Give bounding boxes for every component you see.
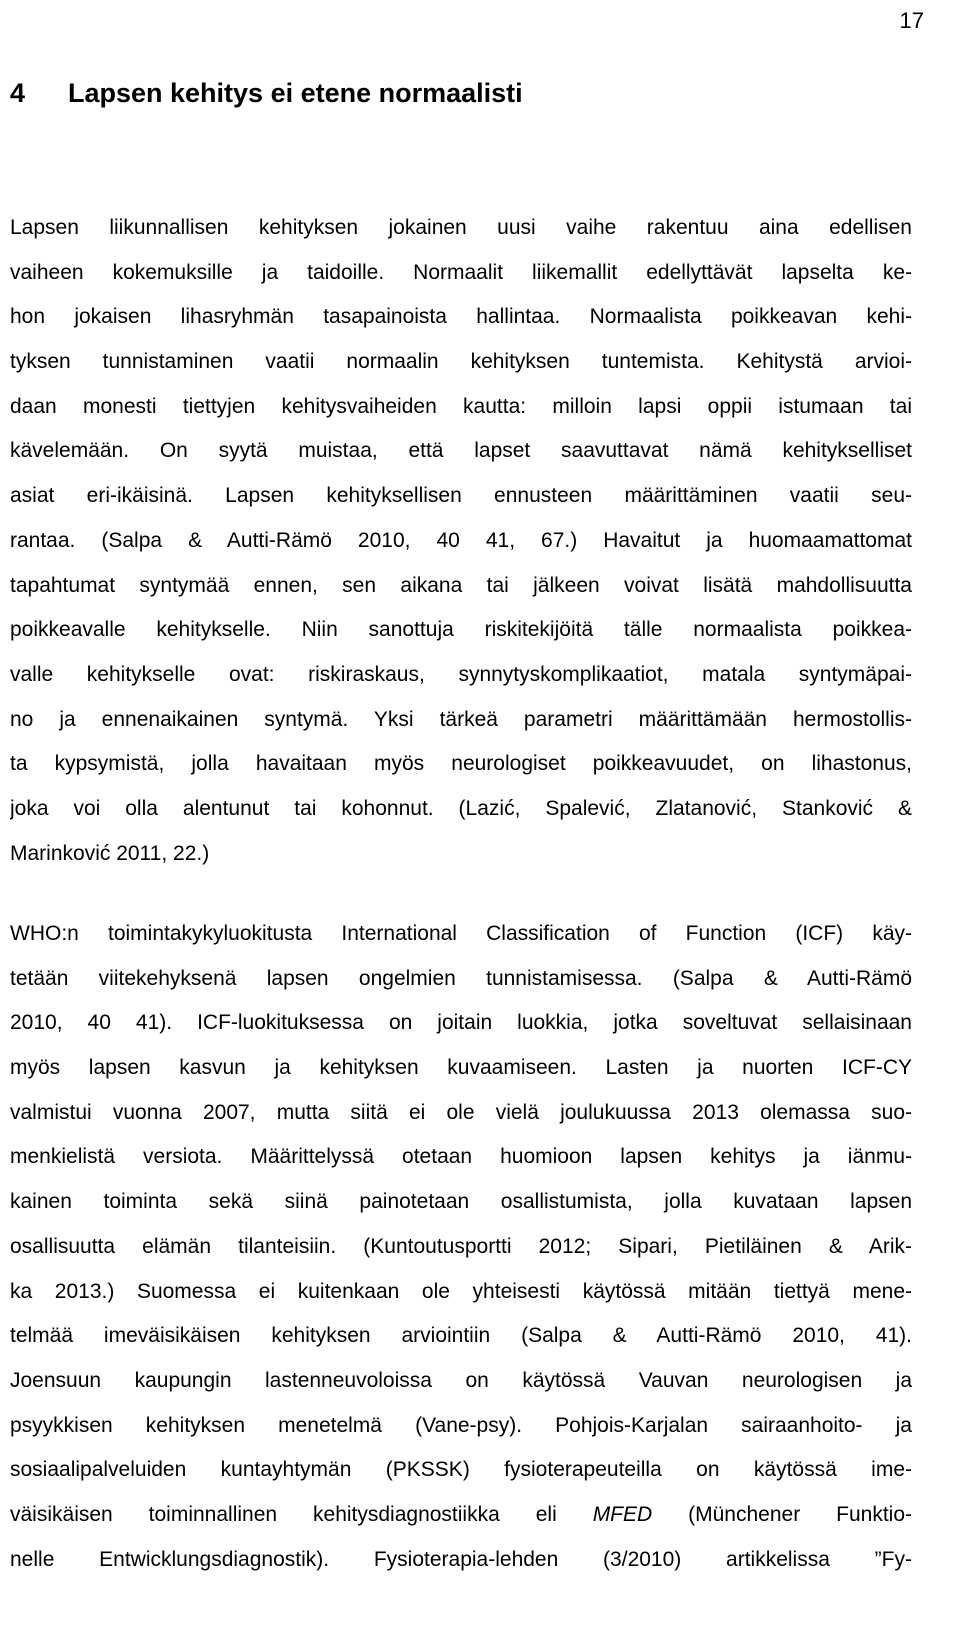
- chapter-number: 4: [10, 78, 26, 108]
- page-number: 17: [899, 8, 924, 33]
- text-line: asiat eri-ikäisinä. Lapsen kehityksellisen ennusteen määrittäminen vaatii seu-: [10, 484, 912, 508]
- text-line: Lapsen liikunnallisen kehityksen jokainen uusi vaihe rakentuu aina edellisen: [10, 216, 912, 239]
- chapter-heading: [10, 78, 523, 109]
- text-line: no ja ennenaikainen syntymä. Yksi tärkeä parametri määrittämään hermostollis-: [10, 707, 912, 731]
- text-line: tapahtumat syntymää ennen, sen aikana tai jälkeen voivat lisätä mahdollisuutta: [10, 573, 912, 597]
- text-line: kävelemään. On syytä muistaa, että lapset saavuttavat nämä kehitykselliset: [10, 439, 912, 463]
- text-line: daan monesti tiettyjen kehitysvaiheiden kautta: milloin lapsi oppii istumaan tai: [10, 394, 912, 418]
- text-line: kainen toiminta sekä siinä painotetaan osallistumista, jolla kuvataan lapsen: [10, 1190, 912, 1214]
- chapter-title: Lapsen kehitys ei etene normaalisti: [68, 78, 523, 108]
- paragraph-1: [10, 206, 912, 876]
- text-line: 2010, 40 41). ICF-luokituksessa on joitain luokkia, jotka soveltuvat sellaisinaan: [10, 1011, 912, 1035]
- text-line: ta kypsymistä, jolla havaitaan myös neurologiset poikkeavuudet, on lihastonus,: [10, 752, 912, 776]
- text-line: osallisuutta elämän tilanteisiin. (Kuntoutusportti 2012; Sipari, Pietiläinen & Arik-: [10, 1234, 912, 1258]
- text-line: valmistui vuonna 2007, mutta siitä ei ole vielä joulukuussa 2013 olemassa suo-: [10, 1100, 912, 1124]
- text-line: joka voi olla alentunut tai kohonnut. (Lazić, Spalević, Zlatanović, Stanković &: [10, 796, 912, 820]
- text-line: hon jokaisen lihasryhmän tasapainoista hallintaa. Normaalista poikkeavan kehi-: [10, 305, 912, 329]
- paragraph-2: [10, 912, 912, 1582]
- text-line: Marinković 2011, 22.): [10, 841, 210, 865]
- text-line: tetään viitekehyksenä lapsen ongelmien tunnistamisessa. (Salpa & Autti-Rämö: [10, 966, 912, 990]
- text-line: Joensuun kaupungin lastenneuvoloissa on käytössä Vauvan neurologisen ja: [10, 1368, 912, 1392]
- text-line: WHO:n toimintakykyluokitusta International Classification of Function (ICF) käy-: [10, 922, 912, 945]
- text-line: psyykkisen kehityksen menetelmä (Vane-psy). Pohjois-Karjalan sairaanhoito- ja: [10, 1413, 912, 1437]
- text-line: valle kehitykselle ovat: riskiraskaus, synnytyskomplikaatiot, matala syntymäpai-: [10, 662, 912, 686]
- text-line: menkielistä versiota. Määrittelyssä otetaan huomioon lapsen kehitys ja iänmu-: [10, 1145, 912, 1169]
- text-line: telmää imeväisikäisen kehityksen arviointiin (Salpa & Autti-Rämö 2010, 41).: [10, 1324, 912, 1348]
- text-line: väisikäisen toiminnallinen kehitysdiagnostiikka eli MFED (Münchener Funktio-: [10, 1502, 912, 1526]
- text-line: tyksen tunnistaminen vaatii normaalin kehityksen tuntemista. Kehitystä arvioi-: [10, 350, 912, 374]
- text-line: rantaa. (Salpa & Autti-Rämö 2010, 40 41, 67.) Havaitut ja huomaamattomat: [10, 528, 912, 552]
- text-line: poikkeavalle kehitykselle. Niin sanottuja riskitekijöitä tälle normaalista poikkea-: [10, 618, 912, 642]
- text-line: nelle Entwicklungsdiagnostik). Fysioterapia-lehden (3/2010) artikkelissa ”Fy-: [10, 1547, 912, 1571]
- text-line: ka 2013.) Suomessa ei kuitenkaan ole yhteisesti käytössä mitään tiettyä mene-: [10, 1279, 912, 1303]
- text-line: sosiaalipalveluiden kuntayhtymän (PKSSK) fysioterapeuteilla on käytössä ime-: [10, 1458, 912, 1482]
- text-line: myös lapsen kasvun ja kehityksen kuvaamiseen. Lasten ja nuorten ICF-CY: [10, 1056, 912, 1080]
- text-line: vaiheen kokemuksille ja taidoille. Normaalit liikemallit edellyttävät lapselta ke-: [10, 260, 912, 284]
